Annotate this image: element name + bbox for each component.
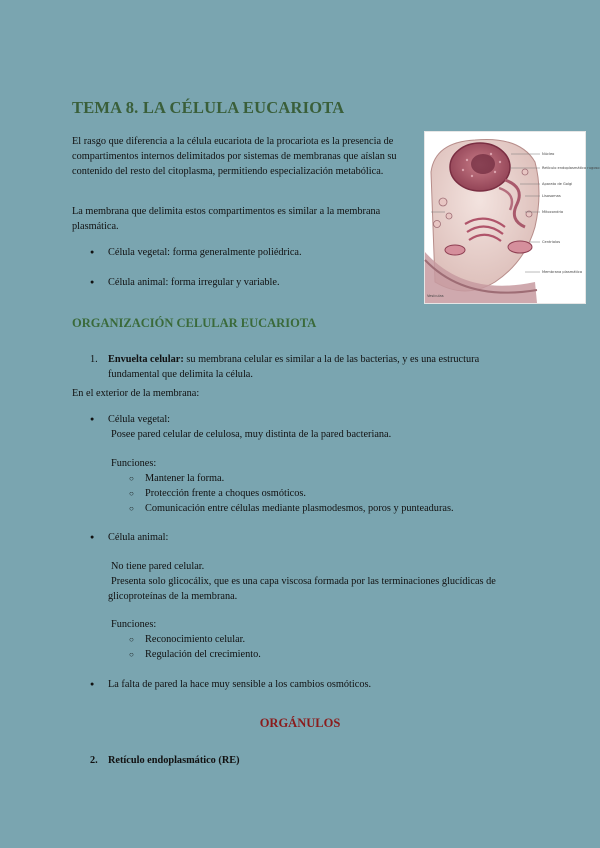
intro-paragraph-1: El rasgo que diferencia a la célula eucariota de la procariota es la presencia de compartimentos internos delimitados por sistemas de membranas que aíslan su contenido del resto del citoplasma, permitiendo especialización metabólica. <box>72 136 397 177</box>
intro-bullet-animal: ● Célula animal: forma irregular y variable. <box>108 275 280 290</box>
vegetal-line: Posee pared celular de celulosa, muy distinta de la pared bacteriana. <box>111 429 392 440</box>
figure-label-golgi: Aparato de Golgi <box>542 182 573 186</box>
item-number-1: 1. <box>90 354 98 365</box>
animal-line-1: No tiene pared celular. <box>111 561 205 572</box>
cell-diagram-image <box>424 131 600 304</box>
figure-label-rer: Retículo endoplasmático rugoso <box>542 166 600 170</box>
figure-label-lisosomas: Lisosomas <box>542 194 561 198</box>
vegetal-label: ● Célula vegetal: <box>108 412 170 427</box>
intro-bullet-vegetal: ● Célula vegetal: forma generalmente poliédrica. <box>108 245 302 260</box>
animal-funcion-2: ○ Regulación del crecimiento. <box>145 647 261 662</box>
figure-label-nucleo: Núcleo <box>542 152 555 156</box>
figure-label-membrana: Membrana plasmática <box>542 270 583 274</box>
animal-label: ● Célula animal: <box>108 530 168 545</box>
section-heading-organulos: ORGÁNULOS <box>259 716 341 730</box>
pared-osmotica-bullet: ● La falta de pared la hace muy sensible a los cambios osmóticos. <box>108 677 371 692</box>
intro-paragraph-2: La membrana que delimita estos compartimentos es similar a la membrana plasmática. <box>72 206 381 232</box>
figure-label-centriolos: Centriolos <box>542 240 561 244</box>
animal-funcion-1: ○ Reconocimiento celular. <box>145 632 245 647</box>
figure-label-vesiculas: Vesículas <box>427 294 444 298</box>
item-reticulo-endoplasmatico: Retículo endoplasmático (RE) <box>108 755 240 766</box>
page-title: TEMA 8. LA CÉLULA EUCARIOTA <box>72 98 345 117</box>
animal-line-2: Presenta solo glicocálix, que es una capa viscosa formada por las terminaciones glucídicas de <box>111 576 496 587</box>
vegetal-funcion-2: ○ Protección frente a choques osmóticos. <box>145 486 306 501</box>
figure-label-mitocondria: Mitocondria <box>542 210 564 214</box>
animal-line-3: glicoproteínas de la membrana. <box>108 591 238 602</box>
item-envuelta-celular <box>108 352 538 367</box>
item-envuelta-text-2: fundamental que delimita la célula. <box>108 369 253 380</box>
item-number-2: 2. <box>90 755 98 766</box>
item-envuelta-label: Envuelta celular: <box>108 354 184 365</box>
vegetal-funcion-1: ○ Mantener la forma. <box>145 471 224 486</box>
section-heading-organizacion: ORGANIZACIÓN CELULAR EUCARIOTA <box>72 316 317 330</box>
animal-funciones-label: Funciones: <box>111 619 157 630</box>
vegetal-funcion-3: ○ Comunicación entre células mediante plasmodesmos, poros y punteaduras. <box>145 501 454 516</box>
cell-illustration <box>425 132 600 303</box>
vegetal-funciones-label: Funciones: <box>111 458 157 469</box>
item-envuelta-text: su membrana celular es similar a la de las bacterias, y es una estructura <box>183 354 480 365</box>
exterior-membrana-text: En el exterior de la membrana: <box>72 388 200 399</box>
